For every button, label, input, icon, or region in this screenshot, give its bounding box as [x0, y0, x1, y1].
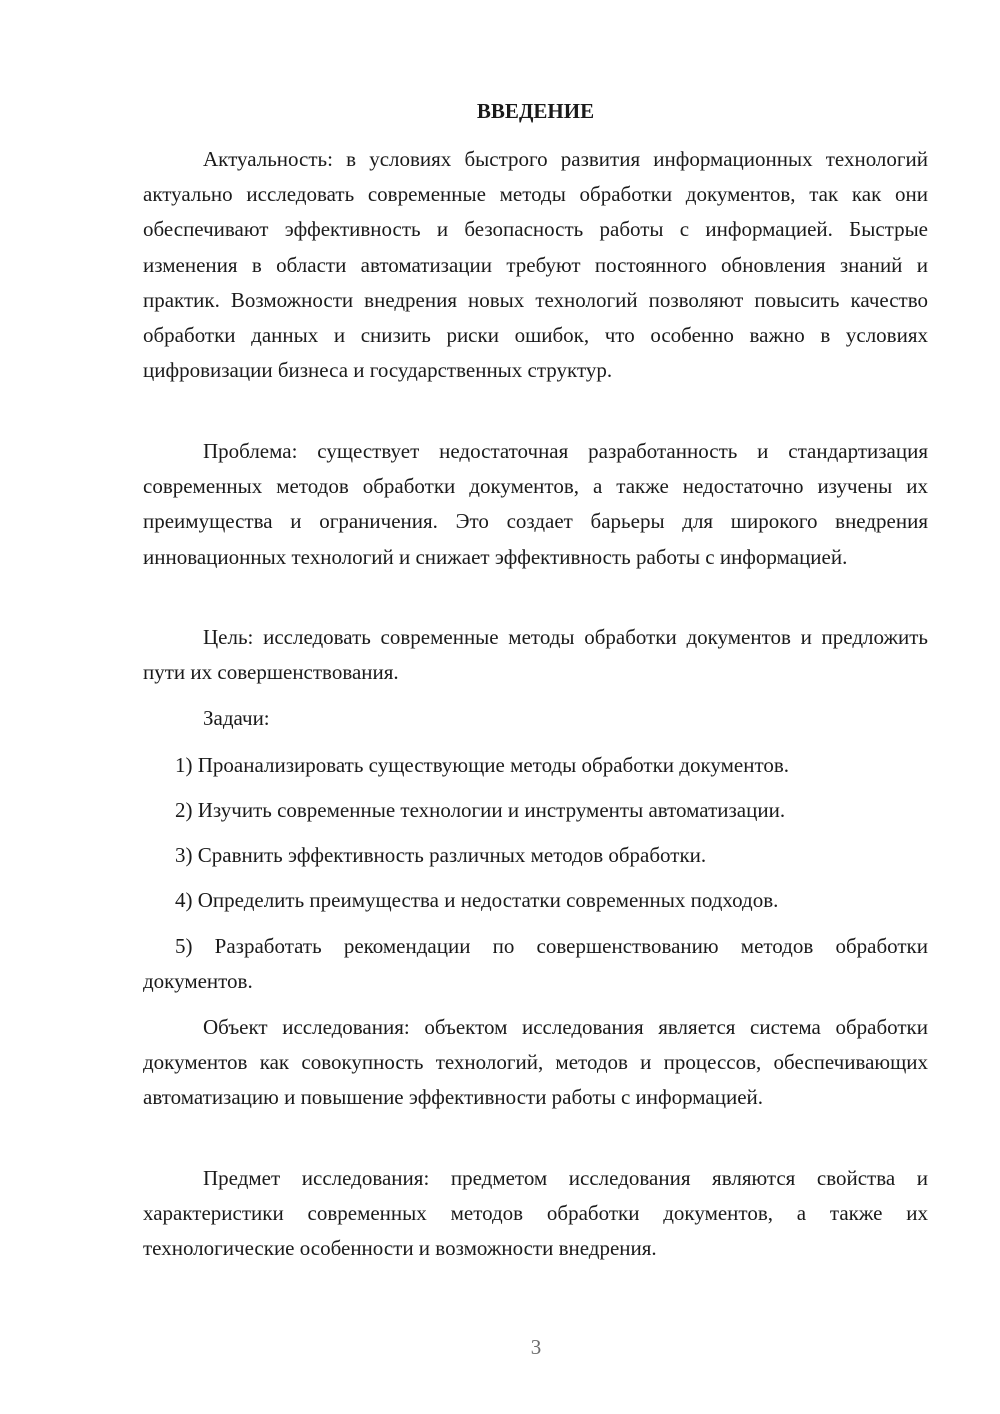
section-title: ВВЕДЕНИЕ — [476, 99, 595, 123]
task-item-1: 1) Проанализировать существующие методы обработки документов. — [175, 753, 790, 777]
relevance-paragraph: Актуальность: в условиях быстрого развития информационных технологий актуально исследовать современные методы обработки документов, так как они обеспечивают эффективность и безопасность работы с информацией. Быстрые изменения в области автоматизации требуют постоянного обновления знаний и практик. Возможности внедрения новых технологий позволяют повысить качество обработки данных и снизить риски ошибок, что особенно важно в условиях цифровизации бизнеса и государственных структур. — [143, 147, 928, 383]
object-paragraph: Объект исследования: объектом исследования является система обработки документов как совокупность технологий, методов и процессов, обеспечивающих автоматизацию и повышение эффективности работы с информацией. — [143, 1015, 928, 1110]
task-item-5: 5) Разработать рекомендации по совершенствованию методов обработки документов. — [143, 934, 928, 994]
problem-paragraph: Проблема: существует недостаточная разработанность и стандартизация современных методов обработки документов, а также недостаточно изучены их преимущества и ограничения. Это создает барьеры для широкого внедрения инновационных технологий и снижает эффективность работы с информацией. — [143, 439, 928, 569]
subject-paragraph: Предмет исследования: предметом исследования являются свойства и характеристики современных методов обработки документов, а также их технологические особенности и возможности внедрения. — [143, 1166, 928, 1261]
task-item-4: 4) Определить преимущества и недостатки современных подходов. — [175, 888, 779, 912]
task-item-2: 2) Изучить современные технологии и инструменты автоматизации. — [175, 798, 786, 822]
tasks-heading: Задачи: — [203, 706, 270, 730]
task-item-3: 3) Сравнить эффективность различных методов обработки. — [175, 843, 707, 867]
goal-paragraph: Цель: исследовать современные методы обработки документов и предложить пути их совершенствования. — [143, 625, 928, 685]
page-number: 3 — [530, 1335, 542, 1359]
